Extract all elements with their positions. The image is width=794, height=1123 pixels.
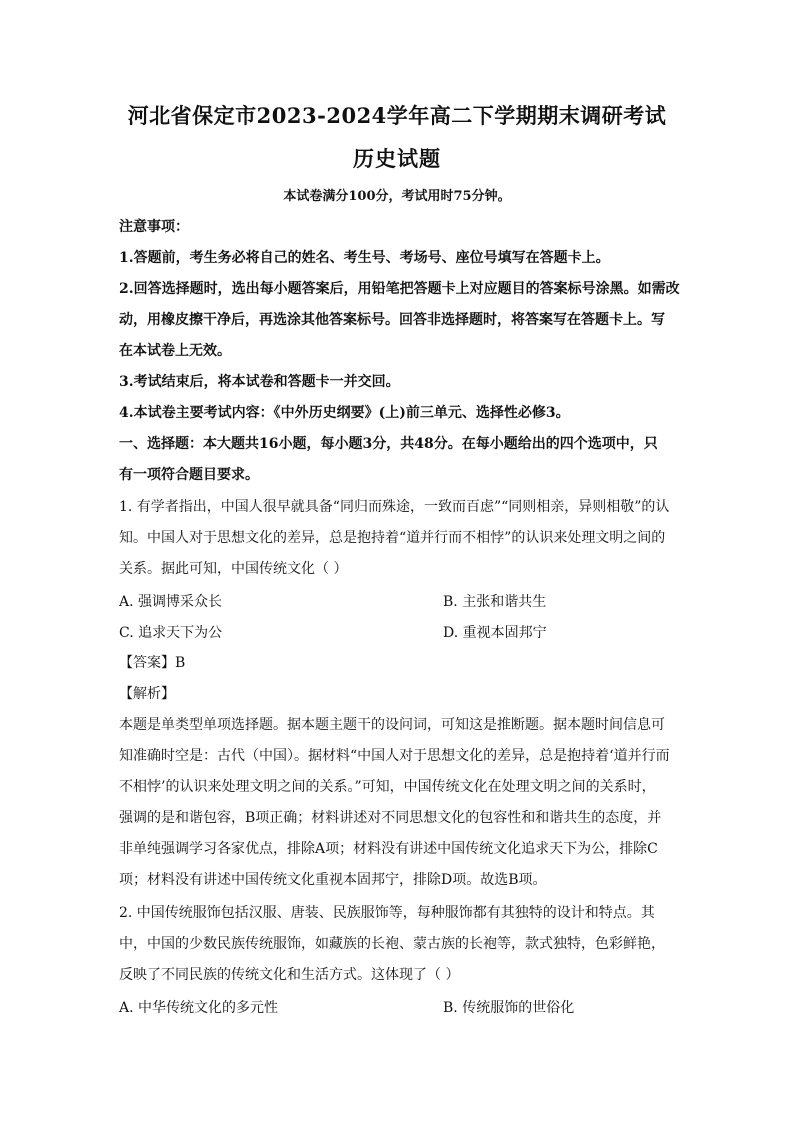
question-stem: 知。中国人对于思想文化的差异，总是抱持着“道并行而不相悖”的认识来处理文明之间的 xyxy=(119,530,666,546)
notes-line: 3.考试结束后，将本试卷和答题卡一并交回。 xyxy=(119,374,400,390)
exam-meta: 本试卷满分100分，考试用时75分钟。 xyxy=(283,189,511,204)
section-heading: 一、选择题：本大题共16小题，每小题3分，共48分。在每小题给出的四个选项中，只 xyxy=(119,436,658,452)
answer-label: 【答案】B xyxy=(119,655,186,671)
analysis-line: 知准确时空是：古代（中国）。据材料“中国人对于思想文化的差异，总是抱持着‘道并行而 xyxy=(119,748,670,764)
analysis-line: 强调的是和谐包容，B项正确；材料讲述对不同思想文化的包容性和和谐共生的态度，并 xyxy=(119,810,662,826)
subject-title: 历史试题 xyxy=(353,146,441,171)
question-stem: 关系。据此可知，中国传统文化（ ） xyxy=(119,561,348,577)
analysis-line: 本题是单类型单项选择题。据本题主题干的设问词，可知这是推断题。据本题时间信息可 xyxy=(119,717,665,733)
question-stem: 反映了不同民族的传统文化和生活方式。这体现了（ ） xyxy=(119,967,460,983)
option-c: C. 追求天下为公 xyxy=(119,625,223,641)
question-stem: 中，中国的少数民族传统服饰，如藏族的长袍、蒙古族的长袍等，款式独特，色彩鲜艳， xyxy=(119,936,665,952)
notes-line: 动，用橡皮擦干净后，再选涂其他答案标号。回答非选择题时，将答案写在答题卡上。写 xyxy=(119,312,665,328)
question-stem: 2. 中国传统服饰包括汉服、唐装、民族服饰等，每种服饰都有其独特的设计和特点。其 xyxy=(119,905,655,921)
option-b: B. 传统服饰的世俗化 xyxy=(443,1000,575,1016)
option-a: A. 中华传统文化的多元性 xyxy=(119,1000,279,1016)
analysis-heading: 【解析】 xyxy=(119,686,175,702)
option-b: B. 主张和谐共生 xyxy=(443,594,547,610)
notes-line: 2.回答选择题时，选出每小题答案后，用铅笔把答题卡上对应题目的答案标号涂黑。如需改 xyxy=(119,281,680,297)
notes-line: 在本试卷上无效。 xyxy=(119,343,231,359)
notes-heading: 注意事项： xyxy=(119,219,189,235)
option-d: D. 重视本固邦宁 xyxy=(443,625,547,641)
analysis-line: 非单纯强调学习各家优点，排除A项；材料没有讲述中国传统文化追求天下为公，排除C xyxy=(119,841,658,857)
analysis-line: 项；材料没有讲述中国传统文化重视本固邦宁，排除D项。故选B项。 xyxy=(119,872,547,888)
analysis-line: 不相悖’的认识来处理文明之间的关系。”可知，中国传统文化在处理文明之间的关系时， xyxy=(119,779,656,795)
notes-line: 4.本试卷主要考试内容：《中外历史纲要》(上)前三单元、选择性必修3。 xyxy=(119,405,570,421)
option-a: A. 强调博采众长 xyxy=(119,594,223,610)
question-stem: 1. 有学者指出，中国人很早就具备“同归而殊途，一致而百虑”“同则相亲，异则相敬”的认 xyxy=(119,499,670,515)
exam-title: 河北省保定市2023-2024学年高二下学期期末调研考试 xyxy=(127,103,667,128)
section-heading: 有一项符合题目要求。 xyxy=(119,467,259,483)
notes-line: 1.答题前，考生务必将自己的姓名、考生号、考场号、座位号填写在答题卡上。 xyxy=(119,250,610,266)
